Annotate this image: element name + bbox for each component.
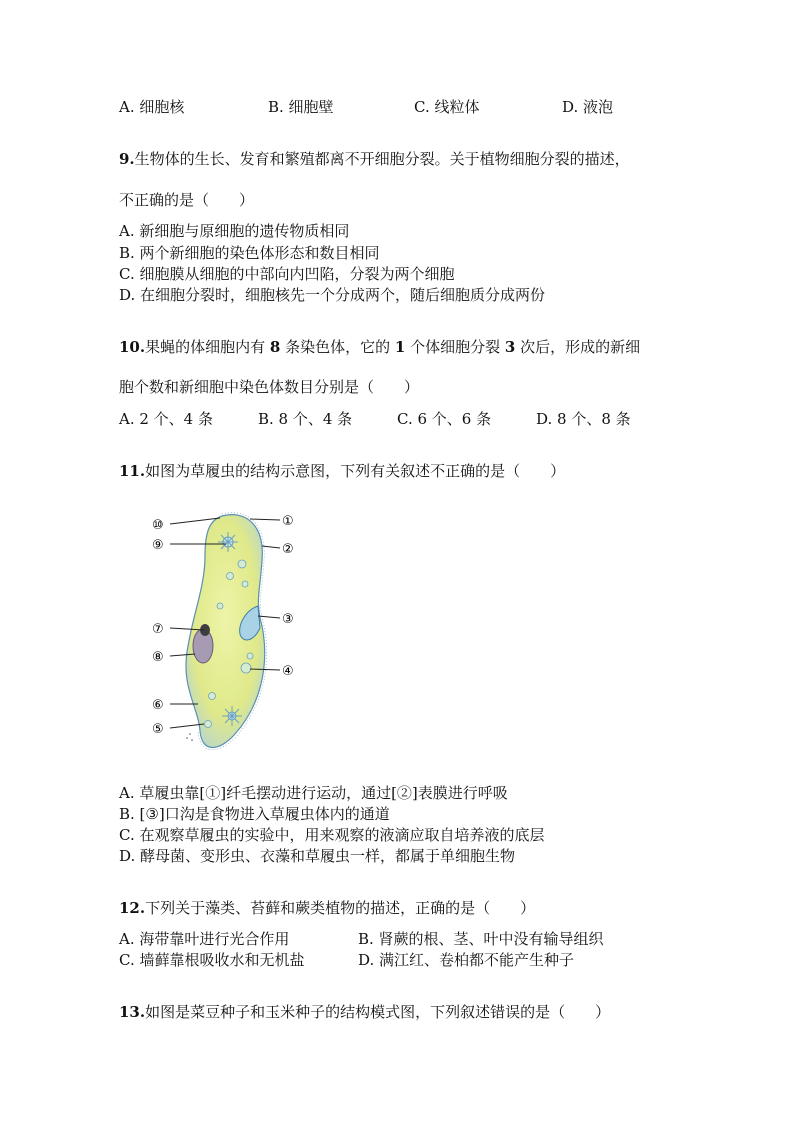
contractile-vacuole-top xyxy=(218,532,238,552)
q10-option-a: A. 2 个、4 条 xyxy=(119,410,213,428)
paramecium-diagram xyxy=(150,506,310,768)
label-7: ⑦ xyxy=(152,622,164,637)
label-5: ⑤ xyxy=(152,722,164,737)
q9-option-a: A. 新细胞与原细胞的遗传物质相同 xyxy=(119,222,350,240)
q10-number: 10. xyxy=(119,338,146,356)
label-10: ⑩ xyxy=(152,518,164,533)
q11-option-d: D. 酵母菌、变形虫、衣藻和草履虫一样，都属于单细胞生物 xyxy=(119,847,516,865)
q10-stem-part-c: 条染色体，它的 xyxy=(280,338,395,356)
q11-option-a: A. 草履虫靠[①]纤毛摆动进行运动，通过[②]表膜进行呼吸 xyxy=(119,784,508,802)
q13-number: 13. xyxy=(119,1003,146,1021)
q12-option-a: A. 海带靠叶进行光合作用 xyxy=(119,930,290,948)
q8-option-a: A. 细胞核 xyxy=(119,98,185,116)
q10-option-c: C. 6 个、6 条 xyxy=(397,410,492,428)
label-8: ⑧ xyxy=(152,650,164,665)
q11-number: 11. xyxy=(119,462,146,480)
q10-stem-num-1: 1 xyxy=(394,338,406,356)
q10-stem-line1 xyxy=(119,337,640,357)
q8-option-d: D. 液泡 xyxy=(562,98,614,116)
q12-option-b: B. 肾蕨的根、茎、叶中没有输导组织 xyxy=(358,930,604,948)
q10-option-d: D. 8 个、8 条 xyxy=(536,410,631,428)
q9-stem-text: 生物体的生长、发育和繁殖都离不开细胞分裂。关于植物细胞分裂的描述， xyxy=(134,150,630,168)
q10-option-b: B. 8 个、4 条 xyxy=(258,410,353,428)
q10-stem-num-3: 3 xyxy=(504,338,516,356)
q9-option-d: D. 在细胞分裂时，细胞核先一个分成两个，随后细胞质分成两份 xyxy=(119,286,546,304)
q10-stem-part-e: 个体细胞分裂 xyxy=(405,338,505,356)
q9-number: 9. xyxy=(119,150,135,168)
label-2: ② xyxy=(282,542,294,557)
q12-option-d: D. 满江红、卷柏都不能产生种子 xyxy=(358,951,575,969)
q13-stem xyxy=(119,1002,610,1022)
q11-stem xyxy=(119,461,565,481)
q11-stem-text: 如图为草履虫的结构示意图，下列有关叙述不正确的是（ ） xyxy=(145,462,566,480)
q8-option-c: C. 线粒体 xyxy=(414,98,480,116)
q10-stem-part-a: 果蝇的体细胞内有 xyxy=(145,338,270,356)
label-6: ⑥ xyxy=(152,698,164,713)
q12-option-c: C. 墙藓靠根吸收水和无机盐 xyxy=(119,951,305,969)
contractile-vacuole-bottom xyxy=(222,706,242,726)
q10-stem-line2: 胞个数和新细胞中染色体数目分别是（ ） xyxy=(119,378,420,396)
anal-pore-dots xyxy=(186,733,193,741)
q12-stem xyxy=(119,898,535,918)
label-9: ⑨ xyxy=(152,538,164,553)
q11-option-c: C. 在观察草履虫的实验中，用来观察的液滴应取自培养液的底层 xyxy=(119,826,545,844)
q9-stem-line2: 不正确的是（ ） xyxy=(119,191,255,209)
q12-stem-text: 下列关于藻类、苔藓和蕨类植物的描述，正确的是（ ） xyxy=(145,899,536,917)
label-1: ① xyxy=(282,514,294,529)
q9-option-b: B. 两个新细胞的染色体形态和数目相同 xyxy=(119,244,380,262)
q10-stem-part-g: 次后，形成的新细 xyxy=(515,338,641,356)
label-4: ④ xyxy=(282,664,294,679)
q9-stem-line1 xyxy=(119,149,630,169)
q12-number: 12. xyxy=(119,899,146,917)
q11-option-b: B. [③]口沟是食物进入草履虫体内的通道 xyxy=(119,805,390,823)
q9-option-c: C. 细胞膜从细胞的中部向内凹陷，分裂为两个细胞 xyxy=(119,265,455,283)
q8-option-b: B. 细胞壁 xyxy=(268,98,334,116)
q10-stem-num-8: 8 xyxy=(269,338,281,356)
label-3: ③ xyxy=(282,612,294,627)
q13-stem-text: 如图是菜豆种子和玉米种子的结构模式图，下列叙述错误的是（ ） xyxy=(145,1003,611,1021)
